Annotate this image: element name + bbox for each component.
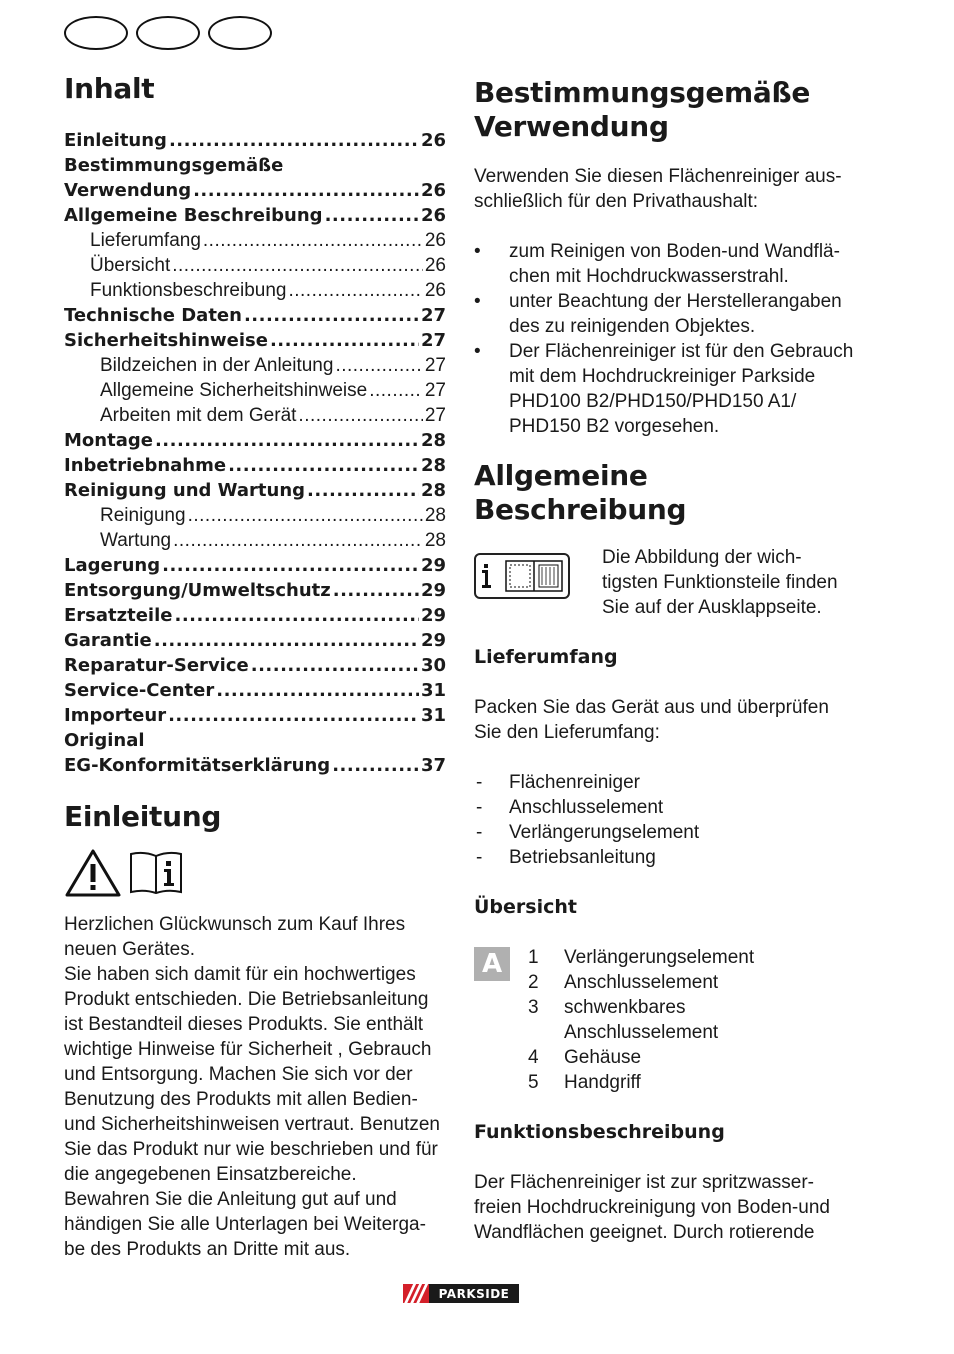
- funktion-text: [474, 1170, 874, 1245]
- toc-entry-page: 26: [420, 130, 446, 151]
- toc-entry-page: 28: [424, 505, 446, 526]
- funktion-line: freien Hochdruckreinigung von Boden-und: [474, 1197, 830, 1218]
- lieferumfang-item: [474, 795, 874, 820]
- toc-entry-label: Montage: [64, 430, 153, 451]
- einleitung-line: be des Produkts an Dritte mit aus.: [64, 1239, 351, 1260]
- toc-entry-page: 26: [420, 180, 446, 201]
- parkside-logo: [403, 1284, 519, 1303]
- beschreibung-title-line1: Allgemeine: [474, 459, 648, 492]
- logo-word: PARKSIDE: [429, 1284, 519, 1303]
- verwendung-intro-line1: Verwenden Sie diesen Flächenreiniger aus-: [474, 166, 842, 187]
- uebersicht-item-text: Verlängerungselement: [564, 947, 755, 968]
- toc-entry: [64, 603, 446, 628]
- toc-leader-dots: [162, 553, 419, 578]
- toc-entry-page: 31: [420, 705, 446, 726]
- einleitung-text: [64, 912, 446, 1262]
- uebersicht-item-number: 3: [528, 997, 539, 1018]
- toc-entry-page: 26: [420, 205, 446, 226]
- toc-leader-dots: [155, 428, 419, 453]
- uebersicht-item-number: 5: [528, 1072, 539, 1093]
- right-column: [474, 76, 874, 1245]
- toc-entry-label: Garantie: [64, 630, 152, 651]
- toc-entry: [64, 328, 446, 353]
- toc-entry-page: 31: [420, 680, 446, 701]
- foldout-info-icon: [474, 553, 570, 599]
- uebersicht-item-number: [528, 1020, 564, 1045]
- toc-entry: [64, 728, 446, 753]
- toc-entry-label: Verwendung: [64, 180, 192, 201]
- toc-entry: [64, 628, 446, 653]
- toc-entry: [64, 278, 446, 303]
- toc-entry-label: Sicherheitshinweise: [64, 330, 268, 351]
- einleitung-line: wichtige Hinweise für Sicherheit , Gebrauch: [64, 1039, 432, 1060]
- toc-leader-dots: [216, 678, 419, 703]
- toc-leader-dots: [203, 228, 423, 253]
- language-tabs: [64, 16, 272, 50]
- info-text: [602, 545, 838, 620]
- toc-leader-dots: [369, 378, 423, 403]
- uebersicht-list: [528, 945, 754, 1095]
- toc-title: Inhalt: [64, 72, 155, 105]
- toc-entry-label: EG-Konformitätserklärung: [64, 755, 331, 776]
- uebersicht-item: [528, 1020, 754, 1045]
- toc-entry: [64, 353, 446, 378]
- einleitung-line: händigen Sie alle Unterlagen bei Weiterga-: [64, 1214, 426, 1235]
- toc-entry-label: Allgemeine Sicherheitshinweise: [100, 380, 368, 401]
- einleitung-line: Herzlichen Glückwunsch zum Kauf Ihres: [64, 914, 406, 935]
- toc-leader-dots: [174, 603, 418, 628]
- uebersicht-item: [528, 1045, 754, 1070]
- bullet-line: unter Beachtung der Herstellerangaben: [509, 291, 842, 312]
- toc-entry: [64, 378, 446, 403]
- toc-entry-label: Inbetriebnahme: [64, 455, 227, 476]
- funktion-line: Der Flächenreiniger ist zur spritzwasser-: [474, 1172, 814, 1193]
- funktion-title: Funktionsbeschreibung: [474, 1121, 725, 1143]
- toc-leader-dots: [288, 278, 422, 303]
- toc-leader-dots: [270, 328, 419, 353]
- bullet-line: mit dem Hochdruckreiniger Parkside: [509, 366, 816, 387]
- bullet-line: PHD100 B2/PHD150/PHD150 A1/: [509, 391, 797, 412]
- lieferumfang-item-text: Anschlusselement: [509, 797, 664, 818]
- einleitung-title: Einleitung: [64, 800, 222, 833]
- uebersicht-item-text: Gehäuse: [564, 1047, 642, 1068]
- uebersicht-item-number: 2: [528, 972, 539, 993]
- toc-entry: [64, 153, 446, 178]
- toc-leader-dots: [333, 578, 419, 603]
- toc-entry-label: Übersicht: [90, 255, 171, 276]
- toc-entry: [64, 753, 446, 778]
- lieferumfang-title: Lieferumfang: [474, 646, 618, 668]
- toc-entry: [64, 703, 446, 728]
- toc-entry-label: Bildzeichen in der Anleitung: [100, 355, 334, 376]
- einleitung-line: Sie das Produkt nur wie beschrieben und für: [64, 1139, 438, 1160]
- bullet-item: [474, 239, 874, 289]
- uebersicht-item-text: Anschlusselement: [564, 972, 719, 993]
- verwendung-intro-line2: schließlich für den Privathaushalt:: [474, 191, 759, 212]
- toc-entry-page: 27: [420, 330, 446, 351]
- toc-leader-dots: [244, 303, 419, 328]
- toc-leader-dots: [307, 478, 419, 503]
- bullet-line: PHD150 B2 vorgesehen.: [509, 416, 720, 437]
- info-line: Die Abbildung der wich-: [602, 547, 802, 568]
- info-line: Sie auf der Ausklappseite.: [602, 597, 822, 618]
- bullet-item: [474, 289, 874, 339]
- toc-leader-dots: [193, 178, 419, 203]
- toc-entry: [64, 253, 446, 278]
- lieferumfang-list: [474, 770, 874, 870]
- toc-entry-page: 29: [420, 630, 446, 651]
- toc-entry-page: 29: [420, 605, 446, 626]
- dash-marker: -: [476, 772, 483, 793]
- uebersicht-title: Übersicht: [474, 896, 577, 918]
- bullet-dot: •: [474, 241, 481, 262]
- toc-entry: [64, 203, 446, 228]
- einleitung-line: und Sicherheitshinweisen vertraut. Benutzen: [64, 1114, 441, 1135]
- toc-entry-page: 26: [424, 280, 446, 301]
- toc-entry-label: Funktionsbeschreibung: [90, 280, 287, 301]
- einleitung-line: ist Bestandteil dieses Produkts. Sie enthält: [64, 1014, 424, 1035]
- lieferumfang-item-text: Betriebsanleitung: [509, 847, 656, 868]
- toc-entry-label: Bestimmungsgemäße: [64, 155, 284, 176]
- lieferumfang-item-text: Flächenreiniger: [509, 772, 640, 793]
- left-column: [64, 72, 446, 1262]
- toc-entry-page: 27: [424, 380, 446, 401]
- toc-entry-page: 26: [424, 255, 446, 276]
- uebersicht-item-text: Handgriff: [564, 1072, 641, 1093]
- toc-entry-page: 27: [424, 355, 446, 376]
- toc-leader-dots: [228, 453, 419, 478]
- einleitung-line: die angegebenen Einsatzbereiche.: [64, 1164, 357, 1185]
- manual-info-icon: [128, 848, 184, 896]
- toc-entry: [64, 228, 446, 253]
- uebersicht-block: [474, 945, 874, 1095]
- warning-triangle-icon: [64, 848, 122, 898]
- uebersicht-item-text: schwenkbares: [564, 997, 686, 1018]
- verwendung-bullets: [474, 239, 874, 439]
- toc-entry-label: Reinigung und Wartung: [64, 480, 306, 501]
- uebersicht-item-number: 4: [528, 1047, 539, 1068]
- toc-entry-label: Einleitung: [64, 130, 167, 151]
- toc-leader-dots: [325, 203, 419, 228]
- funktion-line: Wandflächen geeignet. Durch rotierende: [474, 1222, 815, 1243]
- toc-entry-page: 28: [420, 455, 446, 476]
- einleitung-line: Benutzung des Produkts mit allen Bedien-: [64, 1089, 418, 1110]
- uebersicht-item-text: Anschlusselement: [564, 1022, 719, 1043]
- lieferumfang-item: [474, 770, 874, 795]
- toc-entry: [64, 178, 446, 203]
- bullet-dot: •: [474, 291, 481, 312]
- lieferumfang-intro-line1: Packen Sie das Gerät aus und überprüfen: [474, 697, 829, 718]
- language-oval-2: [136, 16, 200, 50]
- toc-leader-dots: [168, 703, 419, 728]
- toc-entry: [64, 503, 446, 528]
- toc-entry-label: Original: [64, 730, 145, 751]
- lieferumfang-intro-line2: Sie den Lieferumfang:: [474, 722, 660, 743]
- language-oval-3: [208, 16, 272, 50]
- toc-entry-label: Reparatur-Service: [64, 655, 249, 676]
- bullet-line: des zu reinigenden Objektes.: [509, 316, 756, 337]
- toc-entry-label: Lieferumfang: [90, 230, 201, 251]
- toc-entry-label: Reinigung: [100, 505, 186, 526]
- toc-entry-page: 28: [424, 530, 446, 551]
- dash-marker: -: [476, 797, 483, 818]
- einleitung-line: neuen Gerätes.: [64, 939, 195, 960]
- verwendung-title-line1: Bestimmungsgemäße: [474, 76, 811, 109]
- toc-entry-label: Entsorgung/Umweltschutz: [64, 580, 331, 601]
- bullet-line: chen mit Hochdruckwasserstrahl.: [509, 266, 789, 287]
- toc-entry-page: 27: [424, 405, 446, 426]
- uebersicht-item: [528, 945, 754, 970]
- toc-leader-dots: [335, 353, 422, 378]
- verwendung-title-line2: Verwendung: [474, 110, 669, 143]
- toc-entry-page: 29: [420, 580, 446, 601]
- einleitung-line: und Entsorgung. Machen Sie sich vor der: [64, 1064, 413, 1085]
- bullet-item: [474, 339, 874, 439]
- logo-stripes: [403, 1284, 429, 1303]
- uebersicht-item: [528, 970, 754, 995]
- figure-a-badge: A: [474, 947, 510, 981]
- beschreibung-title-line2: Beschreibung: [474, 493, 687, 526]
- toc-entry-label: Technische Daten: [64, 305, 242, 326]
- uebersicht-item-number: 1: [528, 947, 539, 968]
- toc-entry-label: Wartung: [100, 530, 172, 551]
- lieferumfang-item: [474, 845, 874, 870]
- lieferumfang-item: [474, 820, 874, 845]
- verwendung-intro: [474, 164, 874, 214]
- toc-entry-page: 37: [420, 755, 446, 776]
- toc-leader-dots: [298, 403, 422, 428]
- dash-marker: -: [476, 822, 483, 843]
- toc-entry-page: 28: [420, 430, 446, 451]
- toc-entry: [64, 428, 446, 453]
- lieferumfang-intro: [474, 695, 874, 745]
- toc-entry: [64, 528, 446, 553]
- einleitung-line: Bewahren Sie die Anleitung gut auf und: [64, 1189, 397, 1210]
- toc-entry: [64, 303, 446, 328]
- dash-marker: -: [476, 847, 483, 868]
- bullet-line: zum Reinigen von Boden-und Wandflä-: [509, 241, 840, 262]
- toc-entry-label: Ersatzteile: [64, 605, 173, 626]
- toc-entry: [64, 678, 446, 703]
- toc-entry: [64, 553, 446, 578]
- einleitung-line: Sie haben sich damit für ein hochwertiges: [64, 964, 416, 985]
- toc-entry: [64, 478, 446, 503]
- toc-entry: [64, 453, 446, 478]
- toc-entry-label: Arbeiten mit dem Gerät: [100, 405, 297, 426]
- toc-leader-dots: [154, 628, 419, 653]
- info-block: [474, 545, 874, 620]
- toc-entry: [64, 403, 446, 428]
- toc-entry-label: Service-Center: [64, 680, 215, 701]
- toc-entry-page: 27: [420, 305, 446, 326]
- toc-entry-label: Lagerung: [64, 555, 161, 576]
- toc-leader-dots: [188, 503, 423, 528]
- toc-leader-dots: [172, 253, 423, 278]
- table-of-contents: [64, 128, 446, 778]
- toc-leader-dots: [169, 128, 419, 153]
- toc-entry-page: 28: [420, 480, 446, 501]
- einleitung-icons: [64, 848, 446, 898]
- toc-entry-page: 26: [424, 230, 446, 251]
- uebersicht-item: [528, 1070, 754, 1095]
- toc-entry-label: Allgemeine Beschreibung: [64, 205, 323, 226]
- lieferumfang-item-text: Verlängerungselement: [509, 822, 700, 843]
- bullet-dot: •: [474, 341, 481, 362]
- toc-entry: [64, 128, 446, 153]
- toc-entry-page: 30: [420, 655, 446, 676]
- toc-entry-page: 29: [420, 555, 446, 576]
- toc-entry: [64, 653, 446, 678]
- toc-leader-dots: [251, 653, 419, 678]
- toc-leader-dots: [173, 528, 423, 553]
- bullet-line: Der Flächenreiniger ist für den Gebrauch: [509, 341, 854, 362]
- uebersicht-item: [528, 995, 754, 1020]
- toc-entry: [64, 578, 446, 603]
- info-line: tigsten Funktionsteile finden: [602, 572, 838, 593]
- language-oval-1: [64, 16, 128, 50]
- einleitung-line: Produkt entschieden. Die Betriebsanleitung: [64, 989, 429, 1010]
- toc-leader-dots: [332, 753, 419, 778]
- toc-entry-label: Importeur: [64, 705, 167, 726]
